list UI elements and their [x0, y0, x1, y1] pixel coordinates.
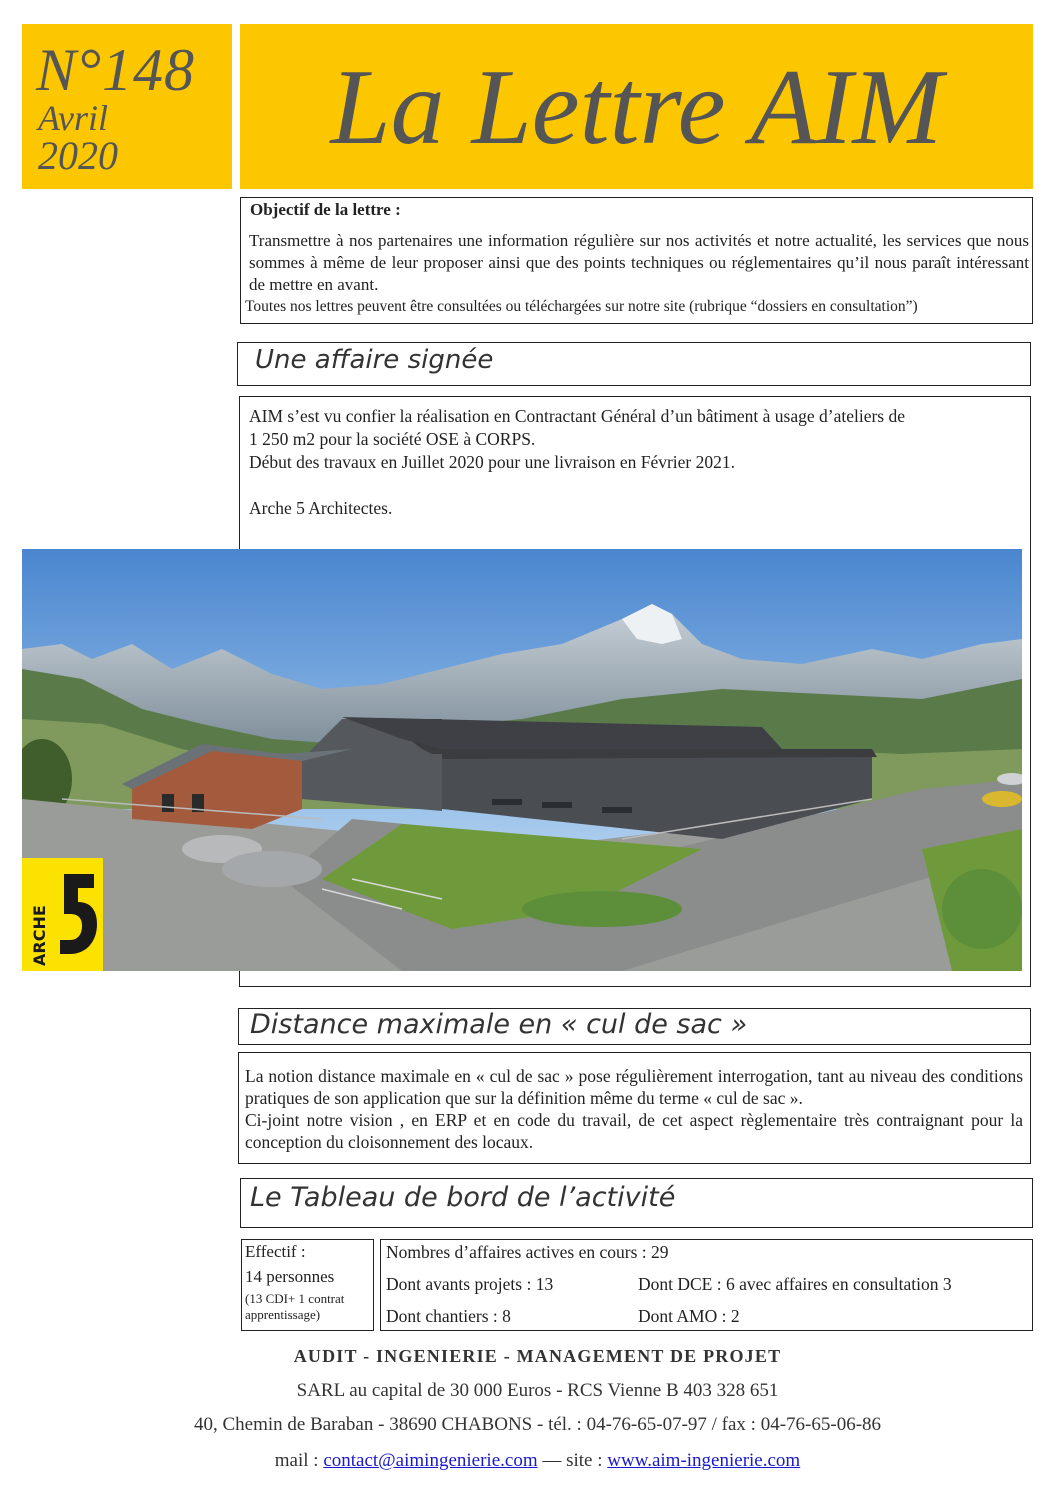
- affaire-line-3: Début des travaux en Juillet 2020 pour une livraison en Février 2021.: [249, 452, 736, 472]
- effectif-label: Effectif :: [245, 1242, 306, 1261]
- section-tableau-title: Le Tableau de bord de l’activité: [250, 1182, 676, 1213]
- dce-projects: Dont DCE : 6 avec affaires en consultation 3: [638, 1274, 952, 1294]
- footer-contact: [0, 1450, 1058, 1472]
- distance-text-1: La notion distance maximale en « cul de sac » pose régulièrement interrogation, tant au niveau des conditions pratiques de son application que sur la définition même du terme « cul de sac ».: [245, 1066, 1023, 1108]
- mail-link[interactable]: contact@aimingenierie.com: [323, 1450, 538, 1471]
- objective-note: Toutes nos lettres peuvent être consultées ou téléchargées sur notre site (rubrique “dossiers en consultation”): [245, 298, 918, 315]
- pre-projects: Dont avants projets : 13: [386, 1274, 554, 1294]
- objective-heading: Objectif de la lettre :: [250, 200, 401, 219]
- site-link[interactable]: www.aim-ingenierie.com: [607, 1450, 801, 1471]
- logo-text: ARCHE: [30, 905, 49, 966]
- arche5-logo: [22, 858, 103, 971]
- objective-text: Transmettre à nos partenaires une information régulière sur nos activités et notre actualité, les services que nous sommes à même de leur proposer ainsi que des points techniques ou réglementaires qu’il nous paraît intéressant de mettre en avant.: [249, 231, 1029, 294]
- affaire-line-4: Arche 5 Architectes.: [249, 498, 393, 518]
- page-title: La Lettre AIM: [330, 48, 943, 167]
- distance-text-2: Ci-joint notre vision , en ERP et en code du travail, de cet aspect règlementaire très contraignant pour la conception du cloisonnement des locaux.: [245, 1110, 1023, 1152]
- issue-month: Avril: [38, 98, 108, 138]
- mail-label: mail :: [274, 1450, 324, 1471]
- site-label: — site :: [537, 1450, 608, 1471]
- issue-year: 2020: [38, 133, 118, 178]
- effectif-detail: (13 CDI+ 1 contrat apprentissage): [245, 1291, 345, 1322]
- footer-address: 40, Chemin de Baraban - 38690 CHABONS - tél. : 04-76-65-07-97 / fax : 04-76-65-06-86: [193, 1414, 882, 1435]
- section-affaire-text: [249, 405, 1019, 520]
- footer-tagline: AUDIT - INGENIERIE - MANAGEMENT DE PROJET: [293, 1346, 782, 1366]
- section-distance-title: Distance maximale en « cul de sac »: [250, 1009, 748, 1040]
- amo-projects: Dont AMO : 2: [638, 1306, 740, 1326]
- effectif-count: 14 personnes: [245, 1267, 335, 1286]
- issue-number: N°148: [36, 37, 196, 103]
- footer-company: SARL au capital de 30 000 Euros - RCS Vienne B 403 328 651: [296, 1380, 779, 1401]
- section-affaire-title: Une affaire signée: [255, 345, 494, 375]
- affaire-line-2: 1 250 m2 pour la société OSE à CORPS.: [249, 429, 536, 449]
- active-projects: Nombres d’affaires actives en cours : 29: [386, 1242, 669, 1262]
- site-projects: Dont chantiers : 8: [386, 1306, 511, 1326]
- affaire-line-1: AIM s’est vu confier la réalisation en Contractant Général d’un bâtiment à usage d’ateliers de: [249, 406, 906, 426]
- section-distance-text: [245, 1065, 1023, 1153]
- building-render-image: [22, 549, 1022, 971]
